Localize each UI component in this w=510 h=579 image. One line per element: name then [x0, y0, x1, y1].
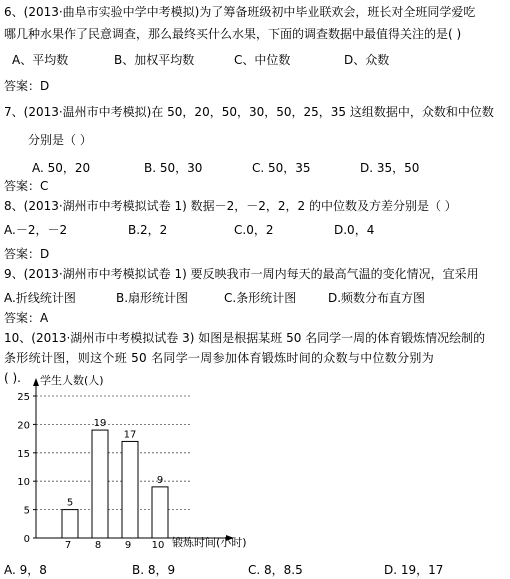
- q9-option-d: D.频数分布直方图: [328, 291, 426, 305]
- chart-bars: [62, 430, 168, 538]
- q9-option-a: A.折线统计图: [4, 291, 76, 305]
- q9-options: [4, 290, 504, 306]
- bar-9: [122, 441, 138, 538]
- q8-option-c: C.0，2: [234, 223, 274, 237]
- y-axis-label: 学生人数(人): [40, 374, 104, 387]
- bar-7: [62, 510, 78, 538]
- y-tick-label-0: 0: [23, 534, 30, 545]
- bar-8: [92, 430, 108, 538]
- q10-option-b: B. 8，9: [132, 563, 176, 577]
- q10-text-line1: 10、(2013·湖州市中考模拟试卷 3) 如图是根据某班 50 名同学一周的体育锻炼情况绘制的: [4, 331, 486, 345]
- q7-option-a: A. 50，20: [32, 161, 91, 175]
- q7-option-c: C. 50，35: [252, 161, 311, 175]
- q7-option-b: B. 50，30: [144, 161, 203, 175]
- q7-options: [4, 160, 504, 176]
- q6-option-a: A、平均数: [12, 53, 69, 67]
- q10-options: [4, 562, 504, 578]
- q6-text-line2: 哪几种水果作了民意调查，那么最终买什么水果，下面的调查数据中最值得关注的是( ): [4, 27, 462, 41]
- q8-option-b: B.2，2: [128, 223, 168, 237]
- q9-option-b: B.扇形统计图: [116, 291, 189, 305]
- y-tick-label-15: 15: [17, 448, 30, 460]
- q9-text-line1: 9、(2013·湖州市中考模拟试卷 1) 要反映我市一周内每天的最高气温的变化情况，宜采用: [4, 267, 479, 281]
- q6-options: [4, 52, 504, 68]
- chart-y-ticks: [17, 392, 36, 545]
- q7-answer: 答案：C: [4, 179, 49, 193]
- data-label-7: 5: [66, 497, 74, 509]
- chart-x-ticks: [65, 540, 165, 551]
- y-axis-arrow: [33, 378, 39, 386]
- q7-text-line1: 7、(2013·温州市中考模拟)在 50，20，50，30，50，25，35 这组数据中，众数和中位数: [4, 105, 494, 119]
- q8-text-line1: 8、(2013·湖州市中考模拟试卷 1) 数据－2，－2，2，2 的中位数及方差分别是（ ）: [4, 199, 457, 213]
- bar-chart: [0, 372, 300, 562]
- bar-10: [152, 487, 168, 538]
- data-label-9: 17: [123, 429, 137, 441]
- x-tick-label-8: 8: [94, 540, 102, 551]
- y-tick-label-10: 10: [17, 477, 30, 489]
- q6-option-b: B、加权平均数: [114, 53, 195, 67]
- q9-answer: 答案：A: [4, 311, 49, 325]
- q8-option-a: A.－2，－2: [4, 223, 68, 237]
- chart-data-labels: [67, 418, 163, 509]
- q10-text-line3: ( ).: [4, 371, 21, 385]
- data-label-10: 9: [156, 474, 164, 486]
- q10-option-d: D. 19，17: [384, 563, 444, 577]
- q6-option-c: C、中位数: [234, 53, 291, 67]
- data-label-8: 19: [93, 418, 107, 430]
- q7-text-line2: 分别是（ ）: [28, 133, 92, 147]
- x-tick-label-10: 10: [151, 540, 165, 551]
- q6-text-line1: 6、(2013·曲阜市实验中学中考模拟)为了筹备班级初中毕业联欢会，班长对全班同学爱吃: [4, 5, 476, 19]
- q8-options: [4, 222, 504, 238]
- q9-option-c: C.条形统计图: [224, 291, 297, 305]
- q10-text-line2: 条形统计图，则这个班 50 名同学一周参加体育锻炼时间的众数与中位数分别为: [4, 351, 435, 365]
- y-tick-label-25: 25: [17, 392, 30, 403]
- q7-option-d: D. 35，50: [360, 161, 420, 175]
- y-tick-label-20: 20: [17, 420, 30, 432]
- q6-option-d: D、众数: [344, 53, 390, 67]
- q8-answer: 答案：D: [4, 247, 50, 261]
- x-axis-label: 锻炼时间(小时): [172, 536, 247, 549]
- q8-option-d: D.0，4: [334, 223, 375, 237]
- y-tick-label-5: 5: [23, 505, 30, 517]
- x-tick-label-9: 9: [124, 540, 132, 551]
- q10-option-a: A. 9，8: [4, 563, 47, 577]
- q6-answer: 答案：D: [4, 79, 50, 93]
- x-tick-label-7: 7: [64, 540, 72, 551]
- q10-option-c: C. 8，8.5: [248, 563, 303, 577]
